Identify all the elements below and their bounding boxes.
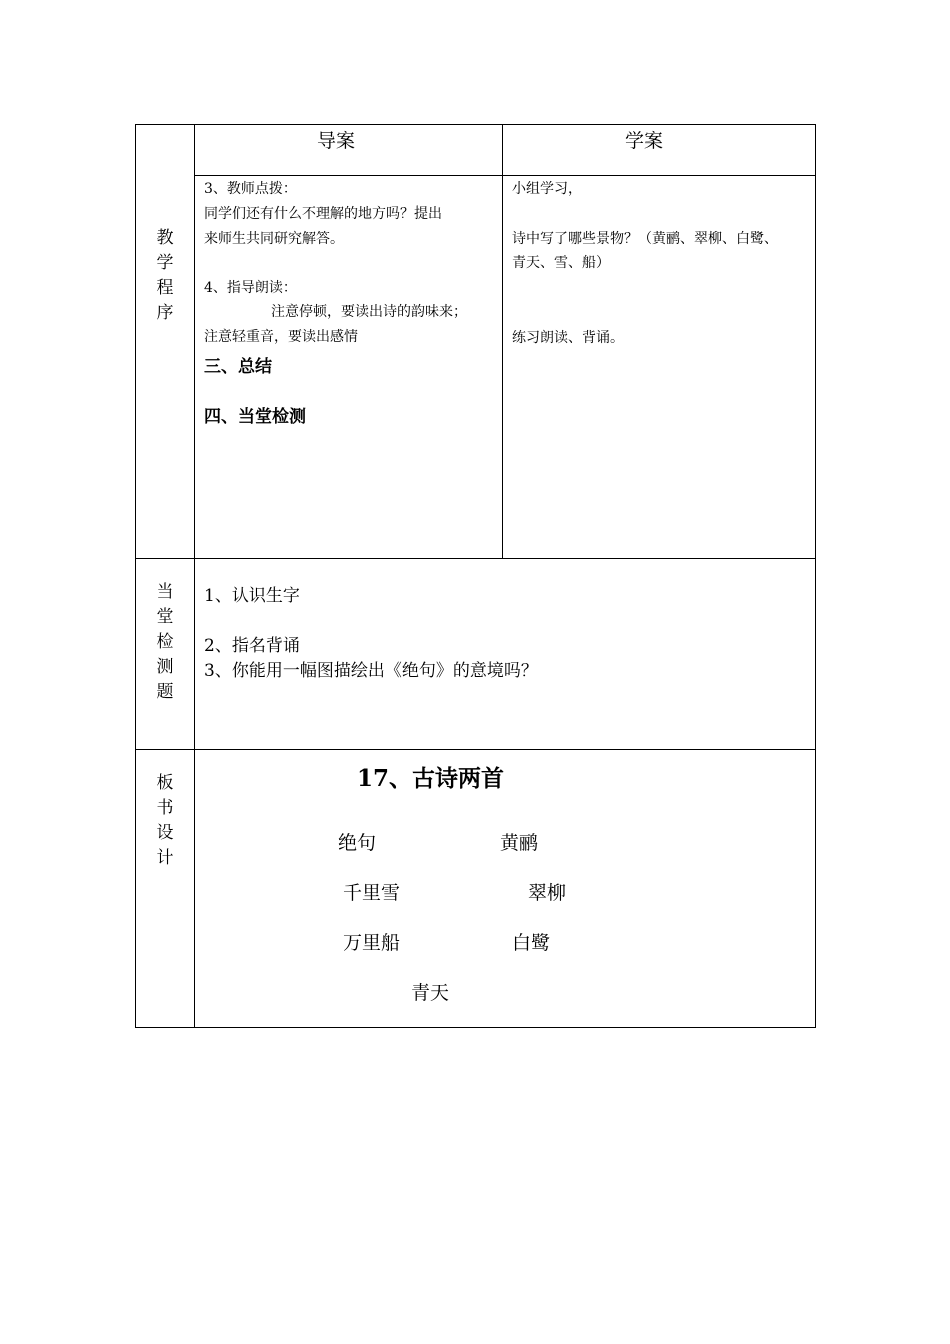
guide-header: 导案: [317, 130, 356, 152]
procedure-label-char: 学: [156, 253, 174, 273]
test-item: 2、指名背诵: [204, 636, 300, 656]
study-line: 练习朗读、背诵。: [512, 330, 624, 346]
board-label: [135, 771, 195, 871]
procedure-label-char: 教: [156, 228, 174, 248]
board-word: 翠柳: [528, 882, 567, 904]
test-item: 1、认识生字: [204, 586, 300, 606]
board-label-char: 板: [156, 773, 174, 793]
board-word: 白鹭: [512, 932, 551, 954]
procedure-label-char: 序: [156, 303, 174, 323]
header-row-divider: [194, 175, 816, 176]
guide-line: 注意轻重音，要读出感情: [204, 329, 358, 345]
table-border-top: [135, 124, 816, 125]
guide-line: 来师生共同研究解答。: [204, 231, 344, 247]
test-label-char: 题: [156, 682, 174, 702]
study-header: 学案: [625, 130, 664, 152]
study-line: 小组学习，: [512, 181, 582, 197]
test-label-char: 当: [156, 582, 174, 602]
summary-heading: 三、总结: [204, 357, 272, 377]
board-title: 17、古诗两首: [357, 765, 505, 792]
board-label-char: 设: [156, 823, 174, 843]
procedure-label: [135, 226, 195, 326]
test-label-char: 堂: [156, 607, 174, 627]
guide-line: 3、教师点拨：: [204, 181, 297, 197]
procedure-row-divider: [135, 558, 816, 559]
test-heading: 四、当堂检测: [204, 407, 306, 427]
test-label: [135, 580, 195, 705]
board-word: 万里船: [343, 932, 401, 954]
guide-line: 4、指导朗读：: [204, 280, 297, 296]
board-word: 黄鹂: [500, 832, 539, 854]
board-word: 千里雪: [343, 882, 401, 904]
board-word: 绝句: [338, 832, 377, 854]
guide-study-divider: [502, 124, 503, 559]
study-line: 诗中写了哪些景物？（黄鹂、翠柳、白鹭、: [512, 231, 778, 247]
board-label-char: 书: [156, 798, 174, 818]
test-label-char: 检: [156, 632, 174, 652]
board-label-char: 计: [156, 848, 174, 868]
test-label-char: 测: [156, 657, 174, 677]
procedure-label-char: 程: [156, 278, 174, 298]
guide-line: 注意停顿，要读出诗的韵味来；: [271, 304, 467, 320]
board-word: 青天: [411, 982, 450, 1004]
test-row-divider: [135, 749, 816, 750]
study-line: 青天、雪、船）: [512, 255, 610, 271]
table-border-right: [815, 124, 816, 1028]
guide-line: 同学们还有什么不理解的地方吗？提出: [204, 206, 442, 222]
test-item: 3、你能用一幅图描绘出《绝句》的意境吗？: [204, 661, 538, 681]
table-border-bottom: [135, 1027, 816, 1028]
